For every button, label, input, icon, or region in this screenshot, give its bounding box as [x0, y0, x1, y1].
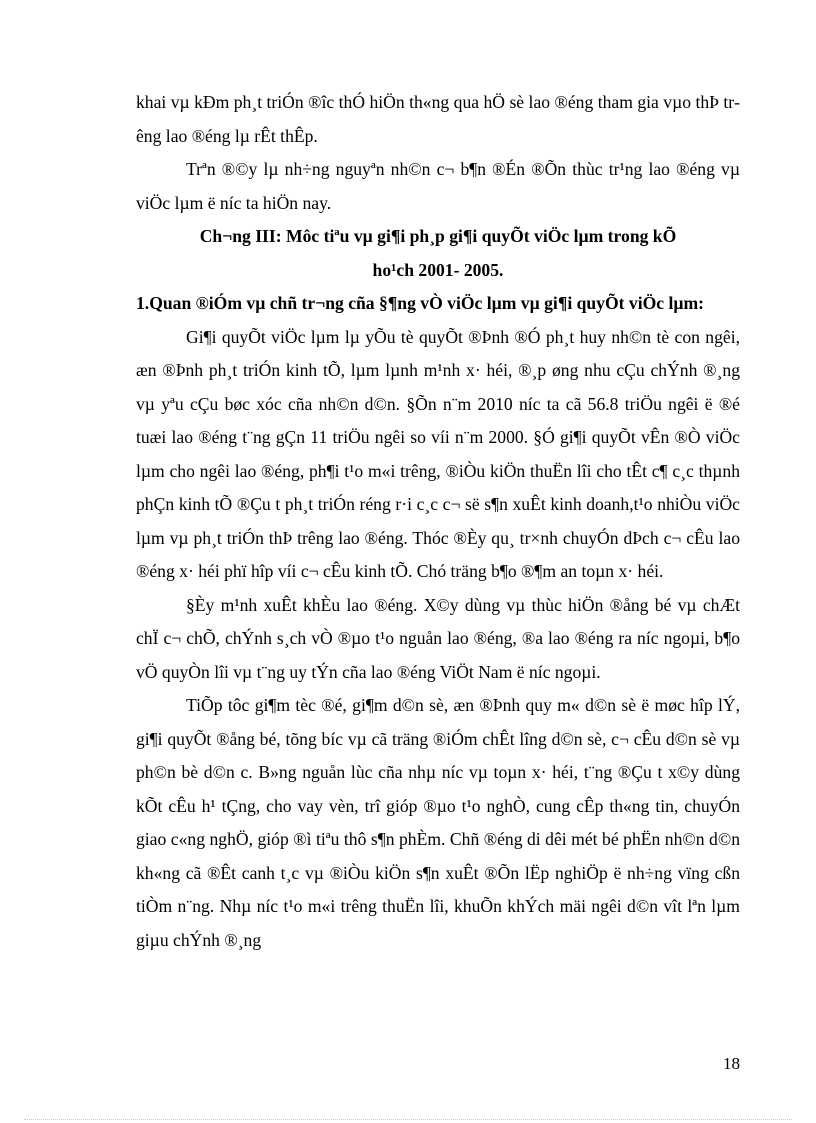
page-bottom-divider [24, 1119, 792, 1120]
chapter-title-line-1: Ch¬ng III: Môc tiªu vµ gi¶i ph¸p gi¶i quyÕt viÖc lµm trong kÕ [199, 226, 677, 246]
body-paragraph: TiÕp tôc gi¶m tèc ®é, gi¶m d©n sè, æn ®Þnh quy m« d©n sè ë møc hîp lÝ, gi¶i quyÕt ®ång bé, tõng bíc vµ cã träng ®iÓm chÊt lîng d©n sè, c¬ cÊu d©n sè vµ ph©n bè d©n c. B»ng nguån lùc cña nhµ níc vµ toµn x· héi, t¨ng ®Çu t x©y dùng kÕt cÊu h¹ tÇng, cho vay vèn, trî gióp ®µo t¹o nghÒ, cung cÊp th«ng tin, chuyÓn giao c«ng nghÖ, gióp ®ì tiªu thô s¶n phÈm. Chñ ®éng di dêi mét bé phËn nh©n d©n kh«ng cã ®Êt canh t¸c vµ ®iÒu kiÖn s¶n xuÊt ®Õn lËp nghiÖp ë nh÷ng vïng cßn tiÒm n¨ng. Nhµ níc t¹o m«i trêng thuËn lîi, khuÕn khÝch mäi ngêi d©n vît lªn lµm giµu chÝnh ®¸ng [136, 695, 740, 950]
body-paragraph: §Èy m¹nh xuÊt khÈu lao ®éng. X©y dùng vµ thùc hiÖn ®ång bé vµ chÆt chÏ c¬ chÕ, chÝnh s¸ch vÒ ®µo t¹o nguån lao ®éng, ®a lao ®éng ra níc ngoµi, b¶o vÖ quyÒn lîi vµ t¨ng uy tÝn cña lao ®éng ViÖt Nam ë níc ngoµi. [136, 594, 740, 682]
section-heading: 1.Quan ®iÓm vµ chñ tr¬ng cña §¶ng vÒ viÖc lµm vµ gi¶i quyÕt viÖc lµm: [136, 293, 705, 313]
paragraph-continued: khai vµ kÐm ph¸t triÓn ®îc thÓ hiÖn th«ng qua hÖ sè lao ®éng tham gia vµo thÞ trêng lao ®éng lµ rÊt thÊp. [136, 92, 740, 146]
document-page [136, 86, 740, 957]
page-number: 18 [723, 1054, 740, 1073]
paragraph-summary: Trªn ®©y lµ nh÷ng nguyªn nh©n c¬ b¶n ®Én ®Õn thùc tr¹ng lao ®éng vµ viÖc lµm ë níc ta hiÖn nay. [136, 159, 740, 213]
body-paragraph: Gi¶i quyÕt viÖc lµm lµ yÕu tè quyÕt ®Þnh ®Ó ph¸t huy nh©n tè con ngêi, æn ®Þnh ph¸t triÓn kinh tÕ, lµm lµnh m¹nh x· héi, ®¸p øng nhu cÇu chÝnh ®¸ng vµ yªu cÇu bøc xóc cña nh©n d©n. §Õn n¨m 2010 níc ta cã 56.8 triÖu ngêi ë ®é tuæi lao ®éng t¨ng gÇn 11 triÖu ngêi so víi n¨m 2000. §Ó gi¶i quyÕt vÊn ®Ò viÖc lµm cho ngêi lao ®éng, ph¶i t¹o m«i trêng, ®iÒu kiÖn thuËn lîi cho tÊt c¶ c¸c thµnh phÇn kinh tÕ ®Çu t ph¸t triÓn réng r·i c¸c c¬ së s¶n xuÊt kinh doanh,t¹o nhiÒu viÖc lµm vµ ph¸t triÓn thÞ trêng lao ®éng. Thóc ®Èy qu¸ tr×nh chuyÓn dÞch c¬ cÊu lao ®éng x· héi phï hîp víi c¬ cÊu kinh tÕ. Chó träng b¶o ®¶m an toµn x· héi. [136, 326, 740, 581]
chapter-title-line-2: ho¹ch 2001- 2005. [372, 259, 504, 280]
